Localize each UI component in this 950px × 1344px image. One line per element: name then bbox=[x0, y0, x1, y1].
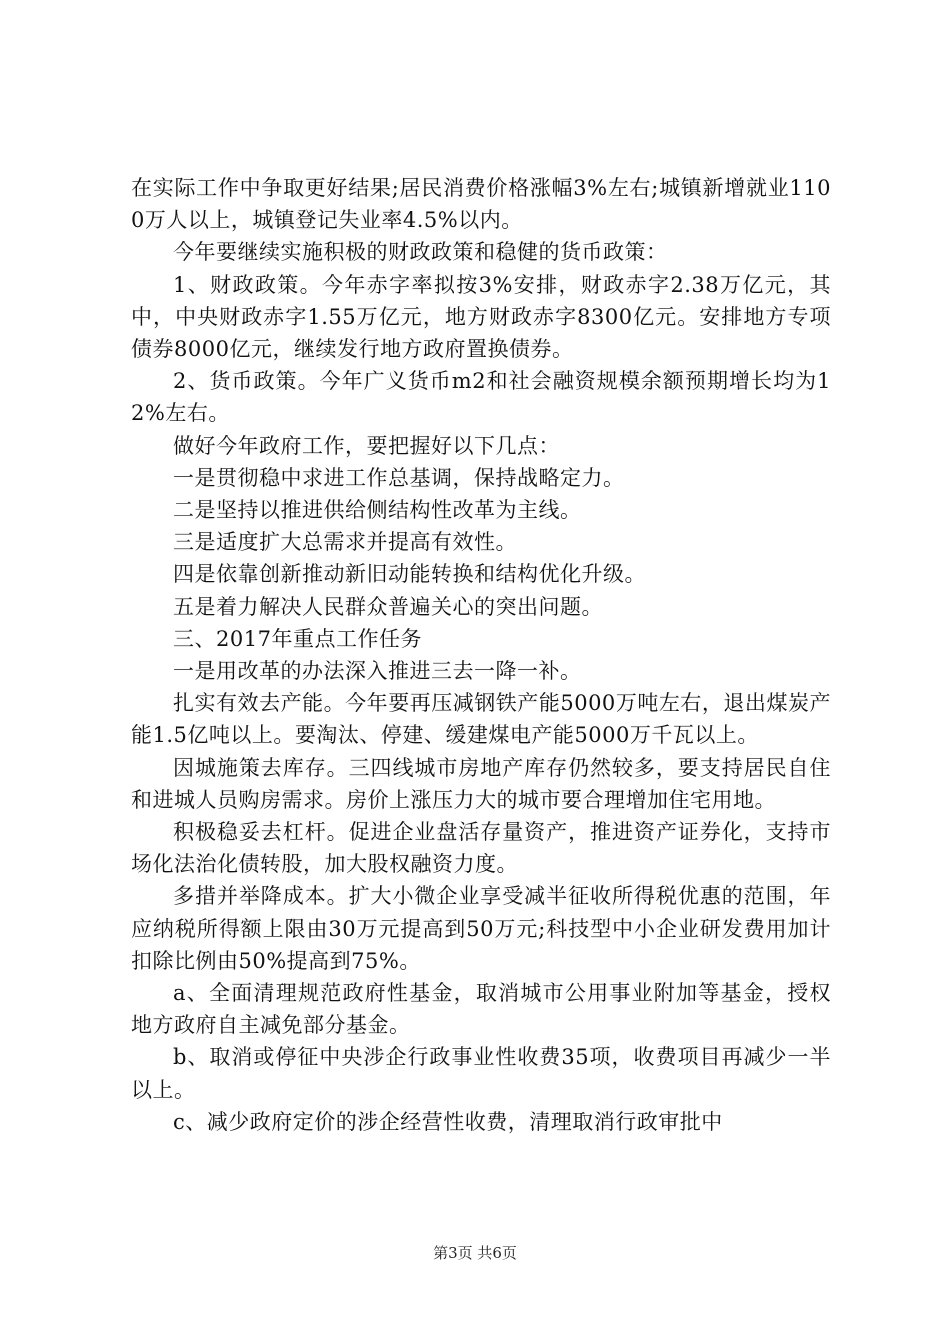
paragraph-fiscal-policy: 1、财政政策。今年赤字率拟按3%安排，财政赤字2.38万亿元，其中，中央财政赤字1.55万亿元，地方财政赤字8300亿元。安排地方专项债券8000亿元，继续发行地方政府置换债券。 bbox=[131, 272, 831, 362]
paragraph-8: 四是依靠创新推动新旧动能转换和结构优化升级。 bbox=[173, 562, 646, 587]
paragraph-1: 今年要继续实施积极的财政政策和稳健的货币政策： bbox=[173, 240, 668, 265]
paragraph-item-c: c、减少政府定价的涉企经营性收费，清理取消行政审批中 bbox=[173, 1109, 723, 1134]
page-number-footer: 第3页 共6页 bbox=[433, 1244, 517, 1262]
paragraph-deleverage: 积极稳妥去杠杆。促进企业盘活存量资产，推进资产证券化，支持市场化法治化债转股，加大股权融资力度。 bbox=[131, 820, 831, 877]
document-body bbox=[131, 172, 831, 1138]
paragraph-4: 做好今年政府工作，要把握好以下几点： bbox=[173, 433, 560, 458]
paragraph-5: 一是贯彻稳中求进工作总基调，保持战略定力。 bbox=[173, 465, 625, 490]
section-heading-2017-tasks: 三、2017年重点工作任务 bbox=[173, 626, 422, 651]
paragraph-monetary-policy: 2、货币政策。今年广义货币m2和社会融资规模余额预期增长均为12%左右。 bbox=[131, 369, 831, 426]
paragraph-item-b: b、取消或停征中央涉企行政事业性收费35项，收费项目再减少一半以上。 bbox=[131, 1045, 831, 1102]
paragraph-6: 二是坚持以推进供给侧结构性改革为主线。 bbox=[173, 498, 582, 523]
paragraph-reduce-capacity: 扎实有效去产能。今年要再压减钢铁产能5000万吨左右，退出煤炭产能1.5亿吨以上。要淘汰、停建、缓建煤电产能5000万千瓦以上。 bbox=[131, 691, 831, 748]
paragraph-reduce-costs: 多措并举降成本。扩大小微企业享受减半征收所得税优惠的范围，年应纳税所得额上限由30万元提高到50万元;科技型中小企业研发费用加计扣除比例由50%提高到75%。 bbox=[131, 884, 831, 973]
paragraph-item-a: a、全面清理规范政府性基金，取消城市公用事业附加等基金，授权地方政府自主减免部分基金。 bbox=[131, 981, 831, 1038]
paragraph-0: 在实际工作中争取更好结果;居民消费价格涨幅3%左右;城镇新增就业1100万人以上，城镇登记失业率4.5%以内。 bbox=[131, 176, 831, 233]
paragraph-9: 五是着力解决人民群众普遍关心的突出问题。 bbox=[173, 594, 603, 619]
paragraph-7: 三是适度扩大总需求并提高有效性。 bbox=[173, 530, 517, 555]
paragraph-11: 一是用改革的办法深入推进三去一降一补。 bbox=[173, 659, 582, 684]
paragraph-reduce-inventory: 因城施策去库存。三四线城市房地产库存仍然较多，要支持居民自住和进城人员购房需求。房价上涨压力大的城市要合理增加住宅用地。 bbox=[131, 755, 831, 812]
